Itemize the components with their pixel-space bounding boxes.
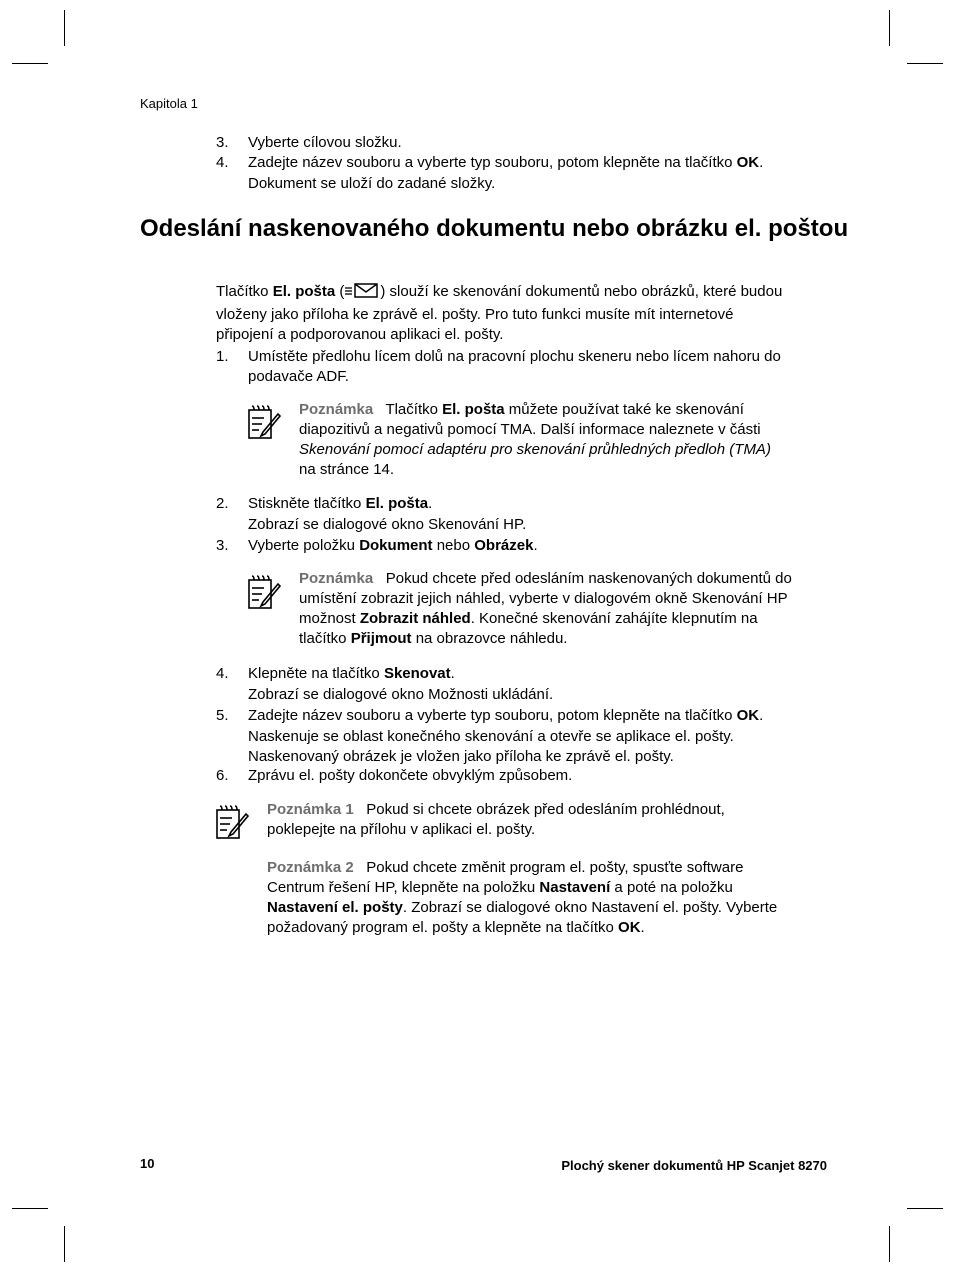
crop-mark <box>12 1208 48 1209</box>
step-number: 5. <box>216 707 229 724</box>
notepad-pencil-icon <box>214 804 250 840</box>
page-number: 10 <box>140 1156 155 1171</box>
note: Poznámka Pokud chcete před odesláním naskenovaných dokumentů do umístění zobrazit jejich náhled, vyberte v dialogovém okně Skenování HP možnost Zobrazit náhled. Konečné skenování zahájíte klepnutím na tlačítko Přijmout na obrazovce náhledu. <box>299 570 792 647</box>
crop-mark <box>889 1226 890 1262</box>
step-text: Zadejte název souboru a vyberte typ souboru, potom klepněte na tlačítko OK. <box>248 707 764 724</box>
crop-mark <box>12 63 48 64</box>
note-label: Poznámka <box>299 401 374 418</box>
crop-mark <box>64 10 65 46</box>
note-label: Poznámka 2 <box>267 859 354 876</box>
note: Poznámka Tlačítko El. pošta můžete používat také ke skenování diapozitivů a negativů pomocí TMA. Další informace naleznete v části Skenování pomocí adaptéru pro skenování průhledných předloh (TMA) na stránce 14. <box>299 401 771 478</box>
crop-mark <box>889 10 890 46</box>
crop-mark <box>907 1208 943 1209</box>
chapter-label: Kapitola 1 <box>140 96 198 111</box>
step-result: Zobrazí se dialogové okno Skenování HP. <box>248 516 527 533</box>
step-text: Vyberte položku Dokument nebo Obrázek. <box>248 537 538 554</box>
step-text: Stiskněte tlačítko El. pošta. <box>248 495 433 512</box>
envelope-icon <box>344 282 380 305</box>
step-number: 2. <box>216 495 229 512</box>
notepad-pencil-icon <box>246 574 282 610</box>
footer-product: Plochý skener dokumentů HP Scanjet 8270 <box>561 1158 827 1173</box>
step-number: 3. <box>216 134 229 151</box>
step-result: Naskenovaný obrázek je vložen jako příloha ke zprávě el. pošty. <box>248 748 674 765</box>
crop-mark <box>907 63 943 64</box>
step-result: Naskenuje se oblast konečného skenování a otevře se aplikace el. pošty. <box>248 728 734 745</box>
step-result: Dokument se uloží do zadané složky. <box>248 175 496 192</box>
step-text: Umístěte předlohu lícem dolů na pracovní plochu skeneru nebo lícem nahoru do podavače ADF. <box>248 348 781 385</box>
note: Poznámka 1 Pokud si chcete obrázek před odesláním prohlédnout, poklepejte na přílohu v aplikaci el. pošty. <box>267 801 725 838</box>
step-text: Klepněte na tlačítko Skenovat. <box>248 665 455 682</box>
step-number: 6. <box>216 767 229 784</box>
note: Poznámka 2 Pokud chcete změnit program el. pošty, spusťte software Centrum řešení HP, klepněte na položku Nastavení a poté na položku Nastavení el. pošty. Zobrazí se dialogové okno Nastavení el. pošty. Vyberte požadovaný program el. pošty a klepněte na tlačítko OK. <box>267 859 778 936</box>
step-number: 3. <box>216 537 229 554</box>
note-label: Poznámka 1 <box>267 801 354 818</box>
intro-paragraph: Tlačítko El. pošta ( ) slouží ke skenování dokumentů nebo obrázků, které budou vloženy jako příloha ke zprávě el. pošty. Pro tuto funkci musíte mít internetové připojení a podporovanou aplikaci el. pošty. <box>216 283 783 343</box>
step-text: Zprávu el. pošty dokončete obvyklým způsobem. <box>248 767 573 784</box>
section-title: Odeslání naskenovaného dokumentu nebo obrázku el. poštou <box>140 215 849 242</box>
step-number: 1. <box>216 348 229 365</box>
note-label: Poznámka <box>299 570 374 587</box>
step-number: 4. <box>216 154 229 171</box>
step-text: Zadejte název souboru a vyberte typ souboru, potom klepněte na tlačítko OK. <box>248 154 764 171</box>
step-result: Zobrazí se dialogové okno Možnosti ukládání. <box>248 686 554 703</box>
step-number: 4. <box>216 665 229 682</box>
notepad-pencil-icon <box>246 404 282 440</box>
step-text: Vyberte cílovou složku. <box>248 134 402 151</box>
crop-mark <box>64 1226 65 1262</box>
